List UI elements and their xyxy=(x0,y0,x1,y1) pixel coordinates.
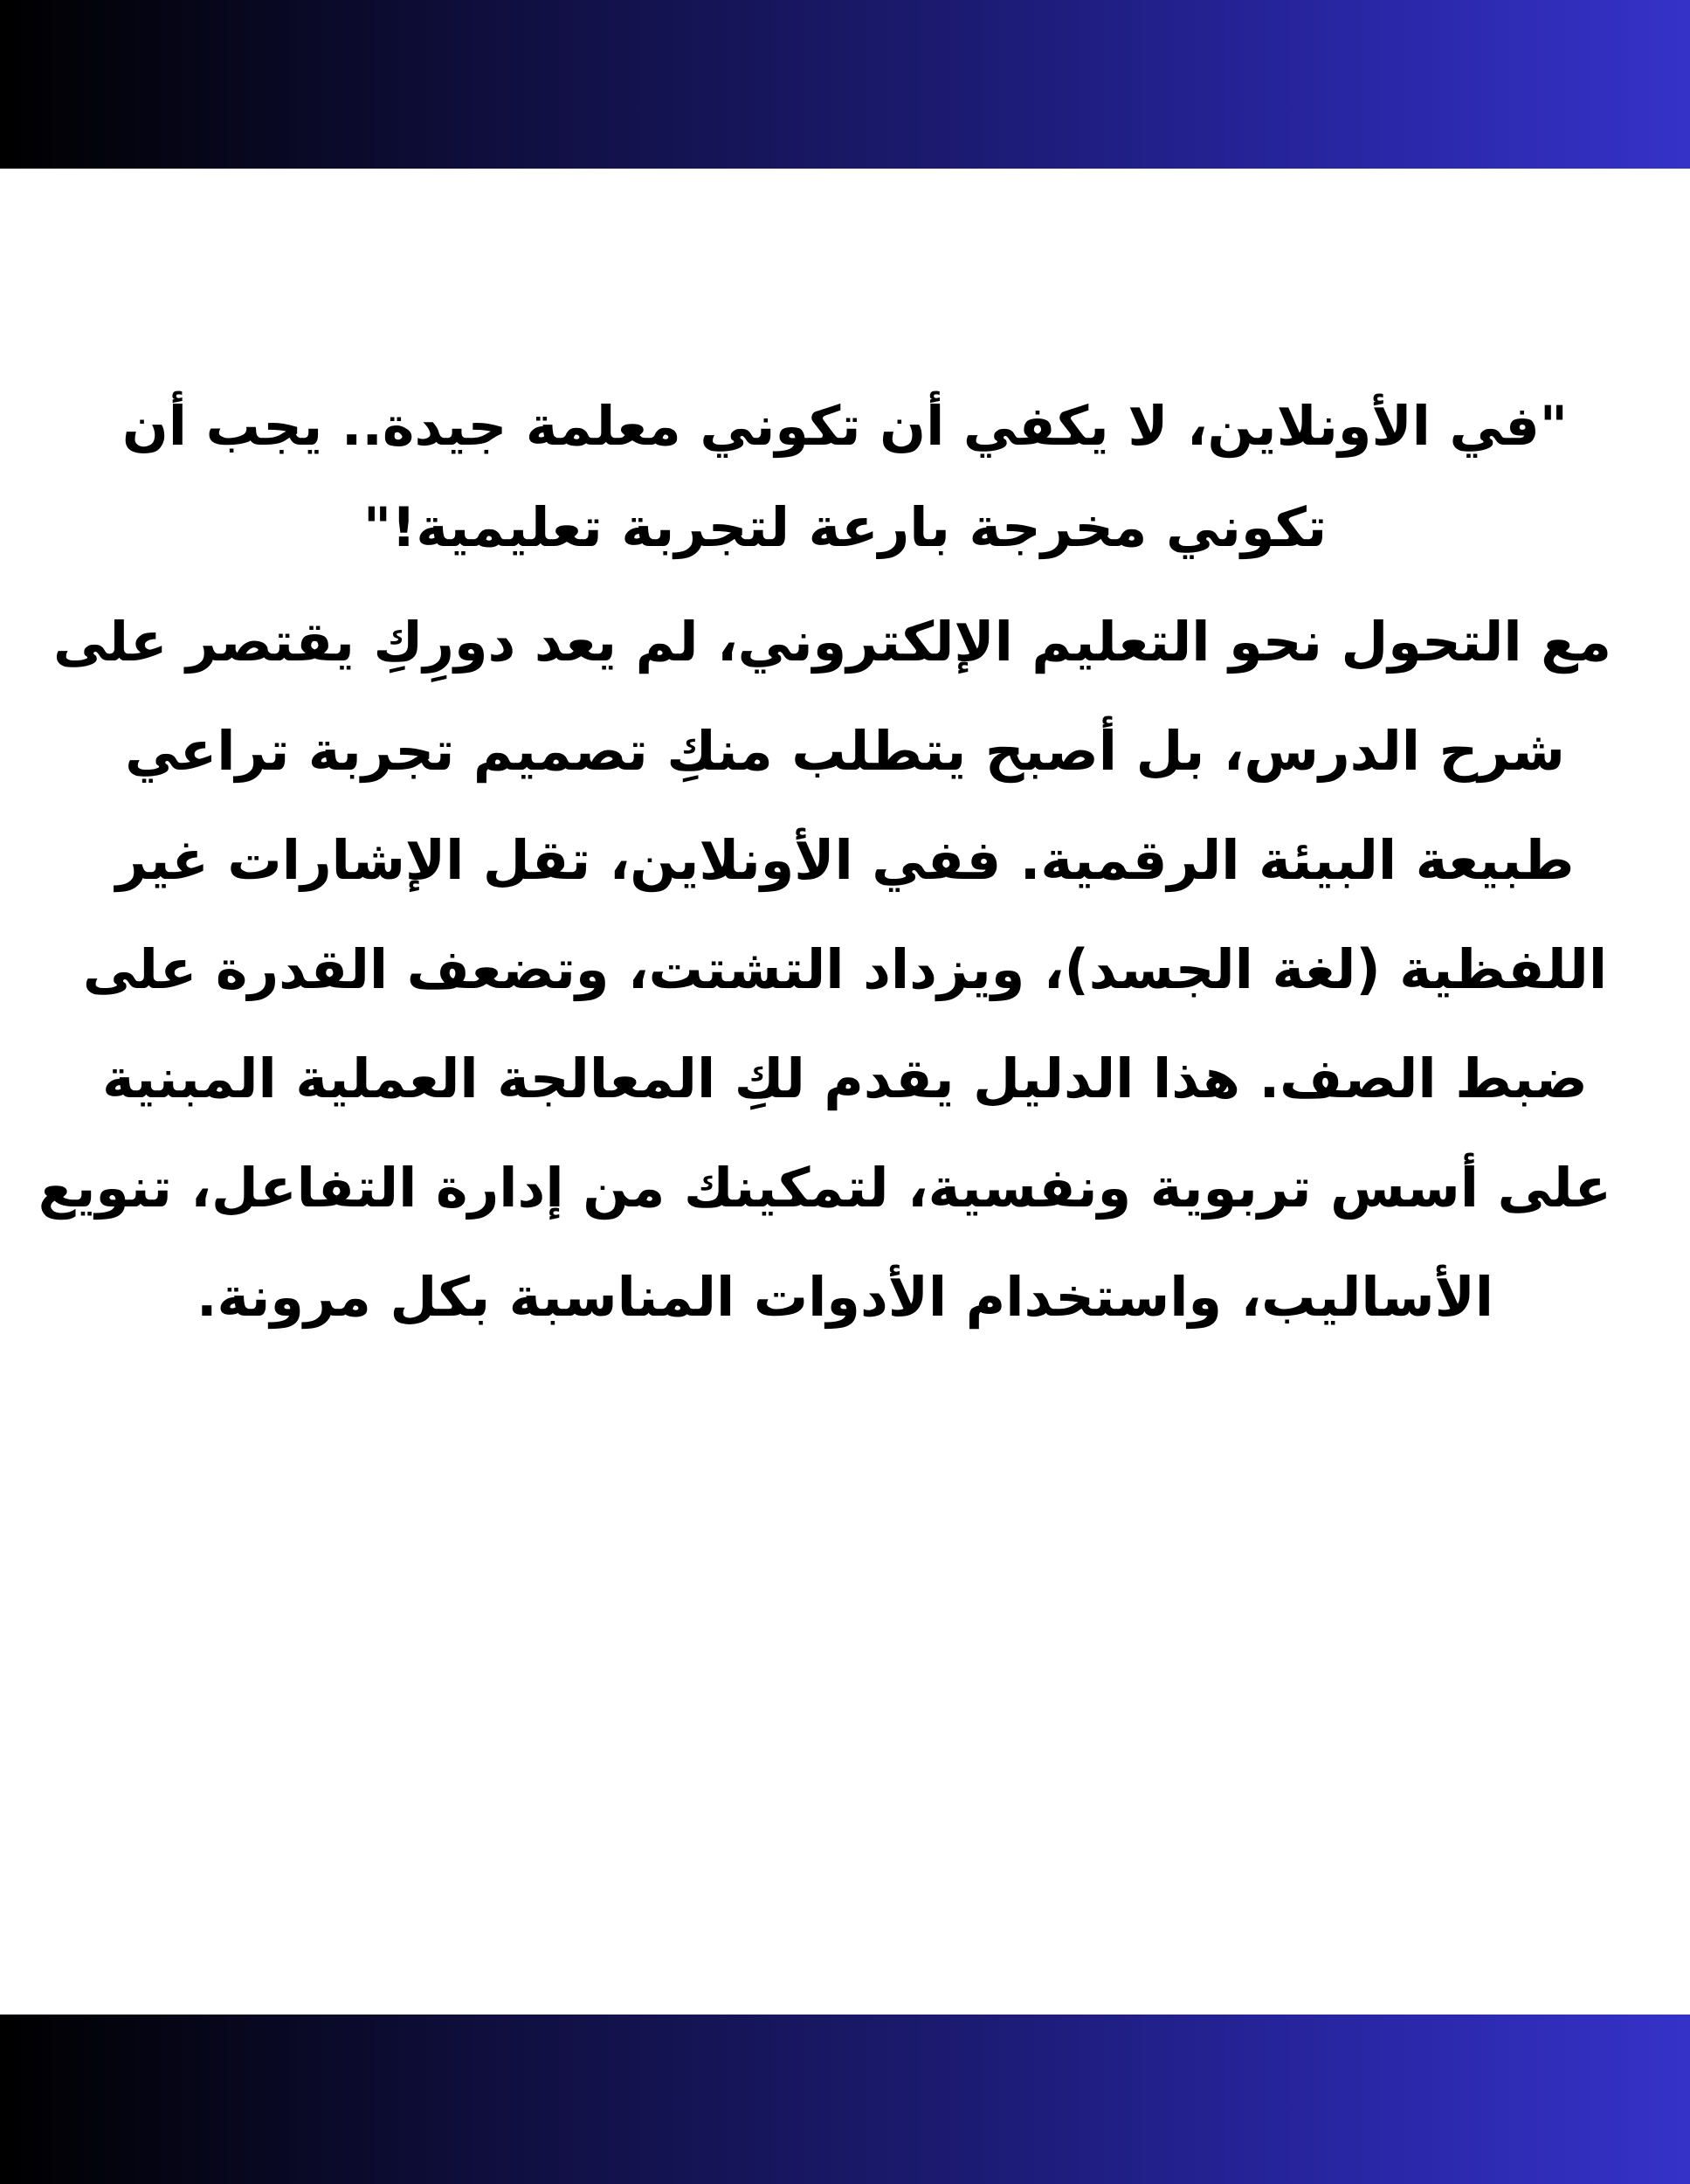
quote-line-1: "في الأونلاين، لا يكفي أن تكوني معلمة جيدة.. يجب أن xyxy=(121,394,1569,458)
quote-line-2: تكوني مخرجة بارعة لتجربة تعليمية!" xyxy=(362,495,1328,559)
body-line-7: الأساليب، واستخدام الأدوات المناسبة بكل مرونة. xyxy=(196,1265,1494,1329)
main-content xyxy=(38,376,1611,1351)
body-line-2: شرح الدرس، بل أصبح يتطلب منكِ تصميم تجربة تراعي xyxy=(125,719,1565,783)
body-line-5: ضبط الصف. هذا الدليل يقدم لكِ المعالجة العملية المبنية xyxy=(102,1047,1588,1110)
body-line-4: اللفظية (لغة الجسد)، ويزداد التشتت، وتضعف القدرة على xyxy=(82,937,1608,1001)
body-line-1: مع التحول نحو التعليم الإلكتروني، لم يعد دورِكِ يقتصر على xyxy=(53,610,1611,674)
intro-quote xyxy=(79,376,1611,578)
top-gradient-band xyxy=(0,0,1690,169)
body-line-6: على أسس تربوية ونفسية، لتمكينك من إدارة التفاعل، تنويع xyxy=(38,1156,1611,1220)
body-line-3: طبيعة البيئة الرقمية. ففي الأونلاين، تقل الإشارات غير xyxy=(115,828,1575,892)
bottom-gradient-band xyxy=(0,2015,1690,2184)
body-paragraph xyxy=(38,587,1611,1351)
